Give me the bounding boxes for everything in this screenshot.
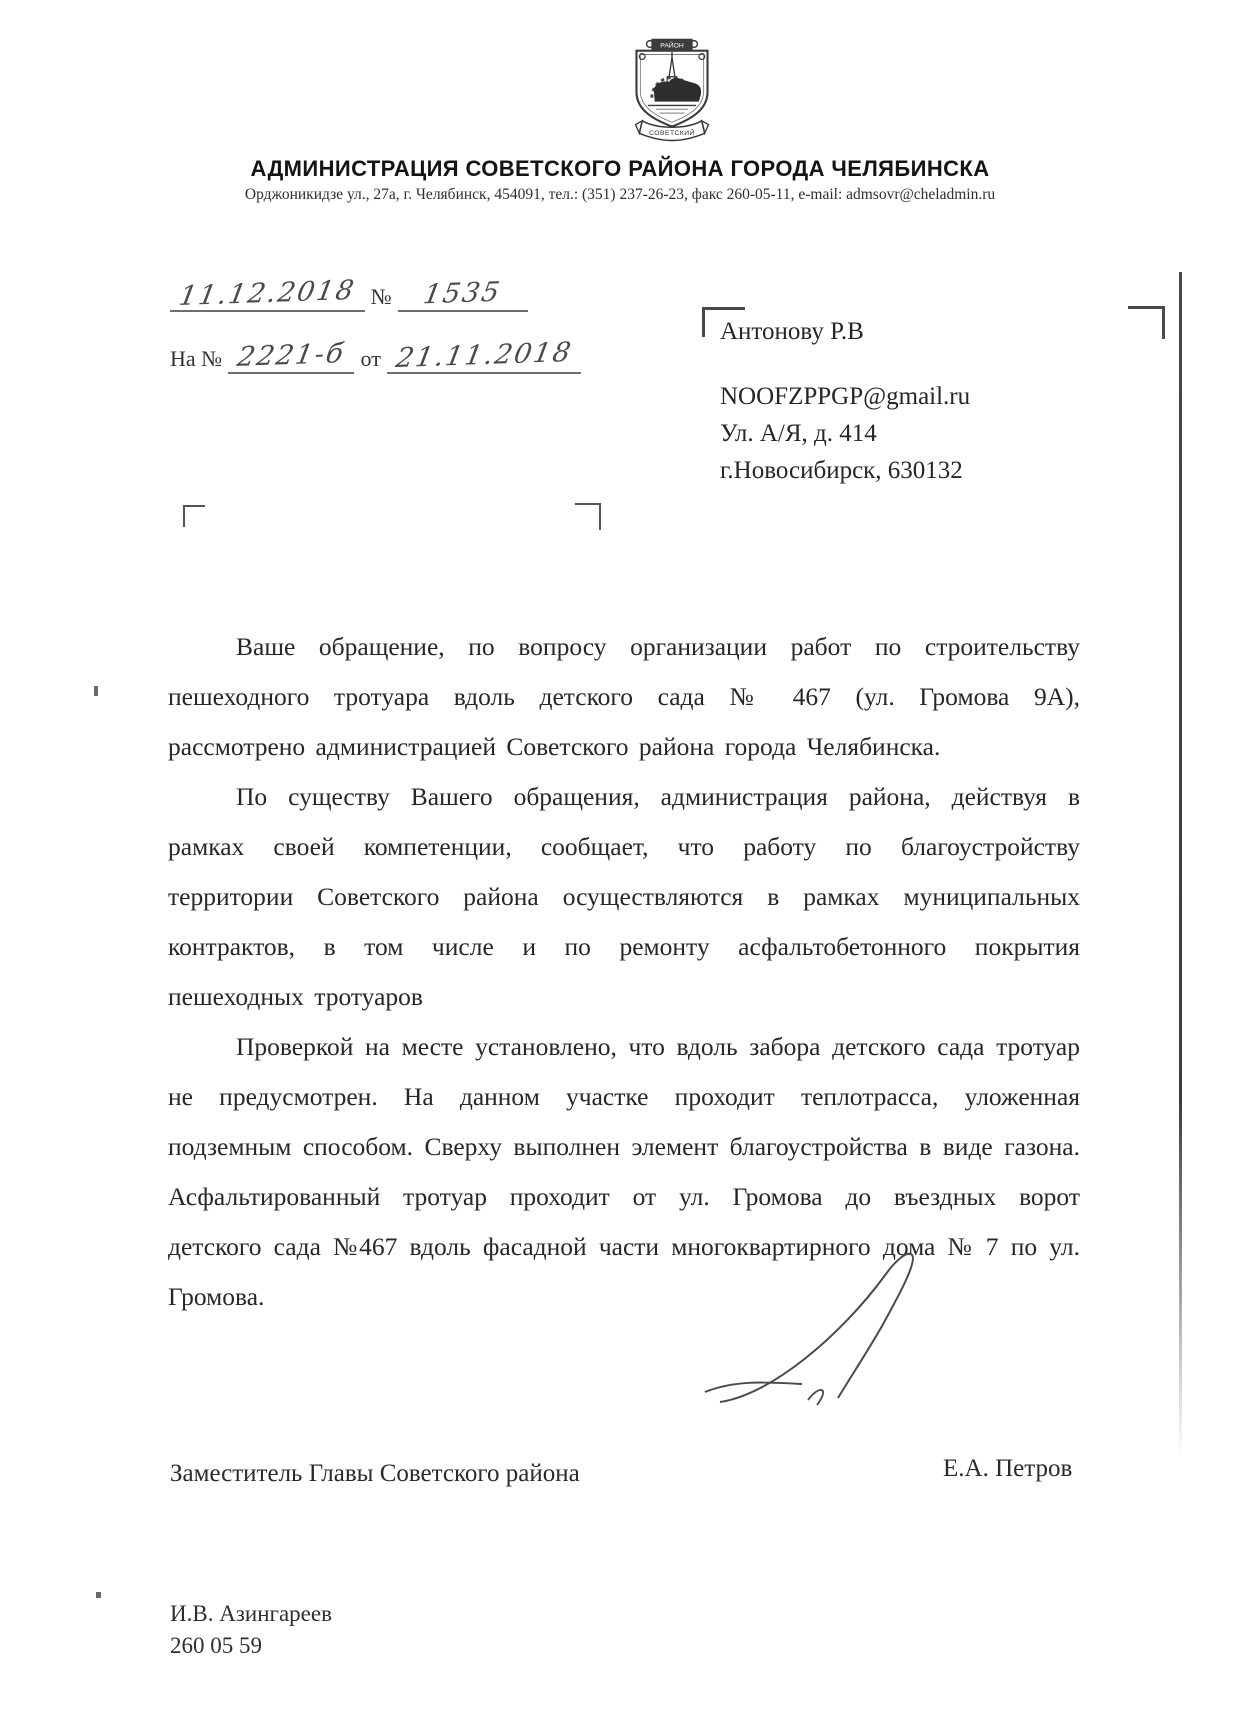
recipient-email: NOOFZPPGP@gmail.ru: [720, 383, 971, 410]
recipient-address-line1: Ул. А/Я, д. 414: [720, 420, 877, 447]
recipient-name: Антонову Р.В: [720, 318, 864, 345]
outgoing-number-value: 1535: [421, 276, 504, 311]
executor-block: [170, 1598, 332, 1662]
address-field-corner-right: [575, 503, 601, 530]
executor-name: И.В. Азингареев: [170, 1601, 332, 1626]
outgoing-date-value: 11.12.2018: [176, 274, 358, 313]
number-symbol-label: №: [370, 284, 392, 309]
recipient-corner-mark-right: [1128, 306, 1165, 339]
scan-speck: [94, 686, 98, 696]
outgoing-date-field: [170, 274, 365, 313]
outgoing-reference-row: [170, 274, 528, 313]
organization-name: АДМИНИСТРАЦИЯ СОВЕТСКОГО РАЙОНА ГОРОДА ЧЕЛЯБИНСКА: [250, 156, 990, 181]
signer-position-title: Заместитель Главы Советского района: [170, 1460, 580, 1487]
signer-name: Е.А. Петров: [943, 1455, 1073, 1482]
district-emblem-icon: [624, 34, 720, 150]
emblem-top-banner-text: РАЙОН: [660, 42, 684, 50]
recipient-block: [720, 318, 970, 494]
body-paragraph-3: Проверкой на месте установлено, что вдоль забора детского сада тротуар не предусмотрен. На данном участке проходит теплотрасса, уложенная подземным способом. Сверху выполнен элемент благоустройства в виде газона. Асфальтированный тротуар проходит от ул. Громова до въездных ворот детского сада №467 вдоль фасадной части многоквартирного дома № 7 по ул. Громова.: [168, 1032, 1080, 1311]
outgoing-number-field: [398, 278, 528, 312]
signature-stroke: [690, 1242, 940, 1412]
emblem-ribbon-text: СОВЕТСКИЙ: [649, 130, 695, 138]
body-paragraph-1: Ваше обращение, по вопросу организации работ по строительству пешеходного тротуара вдоль детского сада № 467 (ул. Громова 9А), рассмотрено администрацией Советского района города Челябинска.: [168, 632, 1080, 761]
letter-body: [168, 622, 1080, 1322]
organization-contact-line: Орджоникидзе ул., 27а, г. Челябинск, 454091, тел.: (351) 237-26-23, факс 260-05-11, e-mail: admsovr@cheladmin.ru: [244, 186, 996, 203]
address-field-corner-left: [183, 505, 205, 527]
scan-speck: [96, 1592, 101, 1598]
incoming-date-field: [387, 336, 582, 375]
reply-prefix-label: На №: [170, 346, 223, 371]
incoming-number-field: [228, 340, 354, 374]
incoming-number-value: 2221-б: [235, 338, 348, 373]
body-paragraph-2: По существу Вашего обращения, администрация района, действуя в рамках своей компетенции, сообщает, что работу по благоустройству территории Советского района осуществляются в рамках муниципальных контрактов, в том числе и по ремонту асфальтобетонного покрытия пешеходных тротуаров: [168, 782, 1080, 1011]
scan-edge-line: [1179, 272, 1182, 1457]
ot-label: от: [360, 346, 381, 371]
incoming-reference-row: [170, 336, 581, 375]
executor-phone: 260 05 59: [170, 1633, 262, 1658]
recipient-address-line2: г.Новосибирск, 630132: [720, 457, 963, 484]
incoming-date-value: 21.11.2018: [393, 336, 575, 375]
